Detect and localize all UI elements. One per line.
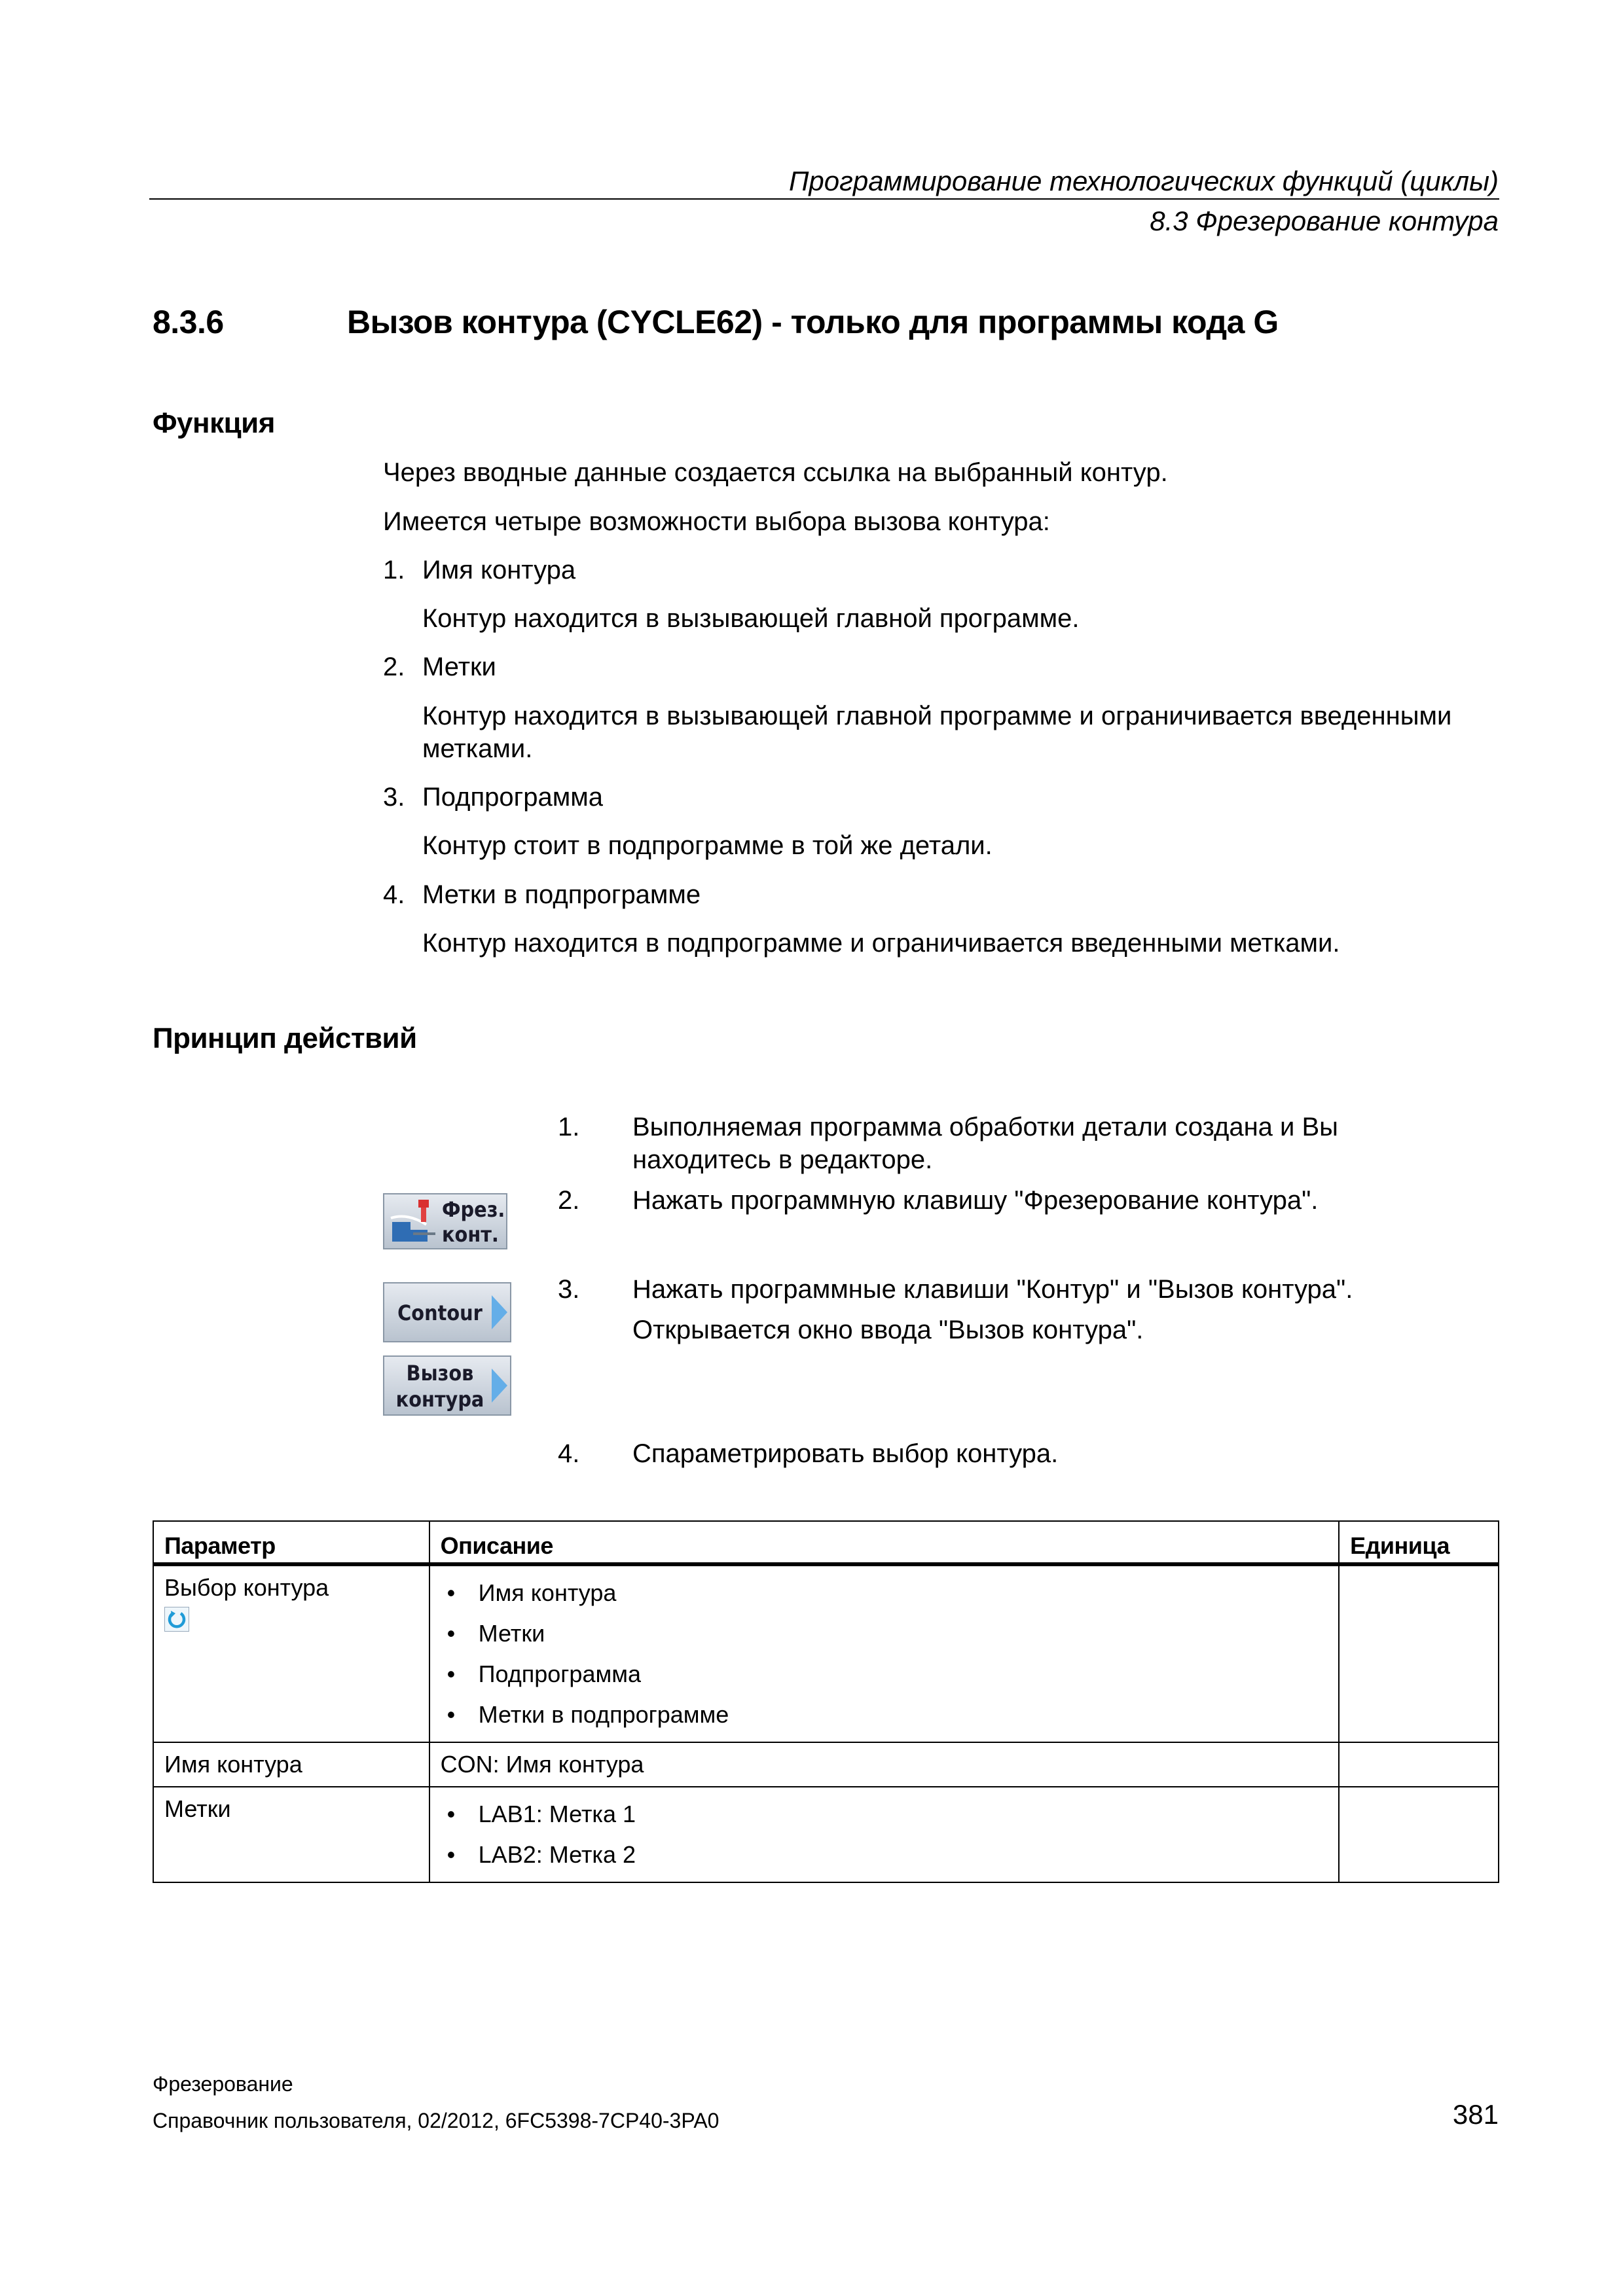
list-item-number: 1. [383,556,405,584]
list-item-number: 3. [383,783,405,812]
function-intro-1: Через вводные данные создается ссылка на выбранный контур. [383,458,1168,487]
running-header-section: 8.3 Фрезерование контура [1150,206,1499,236]
list-item-description: Контур находится в подпрограмме и ограничивается введенными метками. [422,929,1340,958]
unit-cell [1339,1742,1499,1787]
toggle-icon [164,1607,189,1632]
table-row [153,1564,1499,1742]
principle-heading: Принцип действий [153,1022,417,1054]
step-text: Нажать программную клавишу "Фрезерование контура". [632,1186,1319,1215]
step-number: 3. [558,1275,580,1304]
param-cell [153,1564,429,1742]
list-item: • Подпрограмма [441,1654,1328,1695]
column-header-unit: Единица [1339,1521,1499,1564]
step-result-text: Открывается окно ввода "Вызов контура". [632,1316,1144,1344]
list-item-description: Контур находится в вызывающей главной программе. [422,604,1080,633]
unit-cell [1339,1564,1499,1742]
page-number: 381 [1452,2099,1499,2130]
column-header-parameter: Параметр [153,1521,429,1564]
list-item-label: Подпрограмма [422,783,603,812]
table-row [153,1787,1499,1882]
list-item: • LAB1: Метка 1 [441,1794,1328,1835]
list-item: • Имя контура [441,1573,1328,1613]
running-header-chapter: Программирование технологических функций (циклы) [788,166,1499,196]
contour-softkey-label: Contour [397,1300,483,1325]
call-contour-softkey[interactable] [383,1355,511,1416]
description-text: CON: Имя контура [429,1742,1339,1787]
mill-softkey-label-line2: конт. [442,1222,499,1247]
step-number: 1. [558,1113,580,1141]
function-heading: Функция [153,407,275,439]
chevron-right-icon [492,1295,507,1329]
list-item-description: Контур стоит в подпрограмме в той же детали. [422,831,993,860]
description-cell [429,1787,1339,1882]
table-row [153,1742,1499,1787]
param-name: Выбор контура [164,1574,329,1601]
param-name: Имя контура [153,1742,429,1787]
list-item: • Метки в подпрограмме [441,1695,1328,1735]
step-text: Нажать программные клавиши "Контур" и "Вызов контура". [632,1275,1353,1304]
mill-contour-softkey[interactable] [383,1193,507,1249]
list-item-label: Метки в подпрограмме [422,880,701,909]
parameter-table [153,1520,1499,1883]
section-title: Вызов контура (CYCLE62) - только для программы кода G [347,304,1279,340]
function-intro-2: Имеется четыре возможности выбора вызова контура: [383,507,1050,536]
list-item-label: Метки [422,653,496,681]
step-number: 4. [558,1439,580,1468]
mill-softkey-label-line1: Фрез. [442,1197,505,1222]
step-text: Выполняемая программа обработки детали создана и Вы находитесь в редакторе. [632,1113,1338,1174]
step-number: 2. [558,1186,580,1215]
footer-title: Фрезерование [153,2072,293,2096]
call-softkey-label-line1: Вызов [406,1361,474,1386]
list-item-number: 2. [383,653,405,681]
footer-doc-info: Справочник пользователя, 02/2012, 6FC5398-7CP40-3PA0 [153,2109,720,2132]
step-text: Спараметрировать выбор контура. [632,1439,1059,1468]
milling-tool-icon [388,1198,439,1246]
list-item-description: Контур находится в вызывающей главной программе и ограничивается введенными метками. [422,702,1452,763]
contour-softkey[interactable] [383,1282,511,1342]
list-item-number: 4. [383,880,405,909]
list-item: • LAB2: Метка 2 [441,1835,1328,1875]
call-softkey-label-line2: контура [395,1387,484,1412]
table-header-row [153,1521,1499,1564]
unit-cell [1339,1787,1499,1882]
list-item-label: Имя контура [422,556,576,584]
list-item: • Метки [441,1613,1328,1654]
header-divider [149,198,1499,200]
description-cell [429,1564,1339,1742]
param-name: Метки [153,1787,429,1882]
column-header-description: Описание [429,1521,1339,1564]
chevron-right-icon [492,1369,507,1403]
section-number: 8.3.6 [153,304,224,340]
